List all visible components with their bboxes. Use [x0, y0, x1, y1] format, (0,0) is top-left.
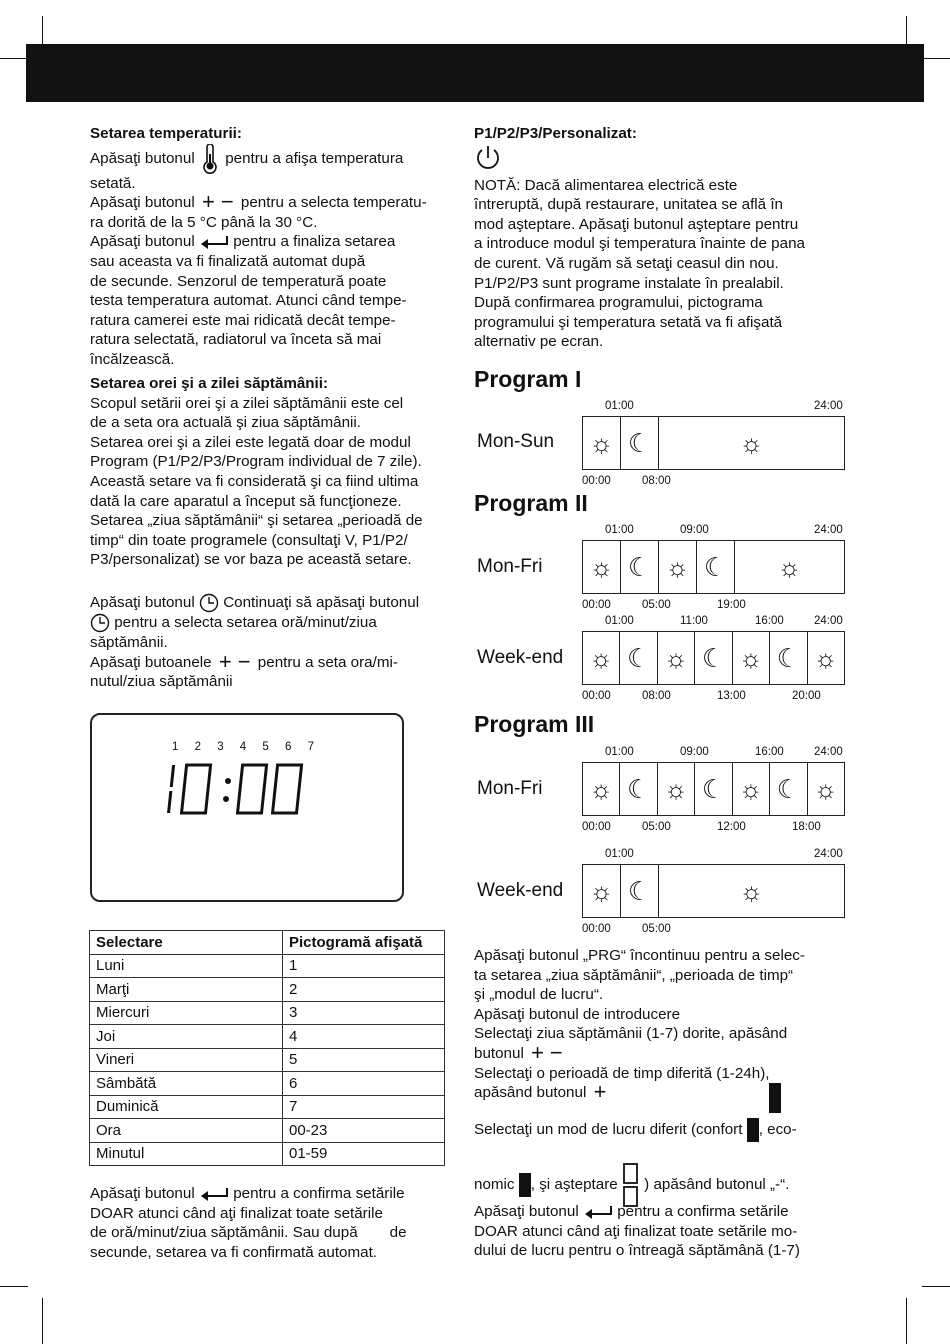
crop-mark: [42, 16, 43, 46]
table-row: [90, 1001, 445, 1025]
text: sau aceasta va fi finalizată automat după: [90, 252, 366, 270]
day-label: Mon-Fri: [477, 556, 543, 577]
time-label: 09:00: [680, 746, 709, 758]
text: , şi aşteptare: [530, 1176, 618, 1194]
time-label: 00:00: [582, 690, 611, 702]
text: mod aşteptare. Apăsaţi butonul aşteptare pentru: [474, 215, 799, 233]
plus-icon: +: [201, 189, 215, 215]
sun-icon: ☼: [813, 774, 838, 804]
moon-icon: ☾: [620, 763, 657, 815]
text: secunde, setarea va fi confirmată automat.: [90, 1243, 378, 1261]
table-cell: 01-59: [283, 1142, 445, 1166]
schedule-grid: [582, 540, 845, 594]
minus-icon: −: [220, 189, 234, 215]
sun-icon: ☼: [739, 876, 764, 906]
mode-line: [474, 1118, 844, 1142]
text: şi „modul de lucru“.: [474, 986, 604, 1004]
clock-icon: [199, 593, 219, 613]
lcd-day: 6: [284, 741, 292, 753]
text: ra dorită de la 5 °C până la 30 °C.: [90, 213, 318, 231]
economic-mode-icon: [519, 1173, 531, 1197]
schedule-grid: [582, 416, 845, 470]
lcd-day: 5: [262, 741, 269, 753]
text: Această setare va fi considerată şi ca fiind ultima: [90, 472, 419, 490]
time-label: 00:00: [582, 599, 611, 611]
enter-arrow-icon: [199, 1187, 229, 1201]
table-row: [90, 1142, 445, 1166]
text: săptămânii.: [90, 634, 168, 651]
table-row: [90, 1095, 445, 1119]
crop-mark: [922, 1286, 950, 1287]
text: de secunde. Senzorul de temperatură poate: [90, 272, 387, 290]
table-row: [90, 1119, 445, 1143]
program-title: Program I: [474, 366, 582, 392]
text: Apăsaţi butonul: [90, 1185, 195, 1202]
table-cell: 3: [283, 1001, 445, 1025]
crop-mark: [0, 1286, 28, 1287]
table-cell: 00-23: [283, 1119, 445, 1143]
text: Apăsaţi butonul „PRG“ încontinuu pentru a selec-: [474, 947, 805, 964]
table-cell: 4: [283, 1025, 445, 1049]
day-label: Week-end: [477, 647, 564, 668]
text: testa temperatura automat. Atunci când tempe-: [90, 292, 407, 310]
moon-icon: ☾: [621, 417, 659, 469]
text: După confirmarea programului, pictograma: [474, 294, 763, 312]
moon-icon: ☾: [770, 632, 807, 684]
time-label: 20:00: [792, 690, 821, 702]
text: P3/personalizat) se vor baza pe această setare.: [90, 551, 412, 569]
time-label: 01:00: [605, 524, 634, 536]
sun-icon: ☼: [583, 865, 621, 917]
schedule-grid: [582, 864, 845, 918]
table-row: [90, 954, 445, 978]
enter-arrow-icon: [199, 235, 229, 249]
time-label: 16:00: [755, 746, 784, 758]
section-title: Setarea orei şi a zilei săptămânii:: [90, 375, 329, 392]
text: nutul/ziua săptămânii: [90, 673, 233, 691]
text: P1/P2/P3 sunt programe instalate în prealabil.: [474, 274, 784, 292]
power-icon: [474, 144, 502, 172]
table-row: [90, 1072, 445, 1096]
text: Apăsaţi butonul: [90, 594, 195, 612]
crop-mark: [922, 58, 950, 59]
table-cell: Joi: [90, 1025, 283, 1049]
crop-mark: [42, 1298, 43, 1344]
day-label: Mon-Sun: [477, 431, 555, 452]
moon-icon: ☾: [770, 763, 807, 815]
sun-icon: ☼: [583, 541, 621, 593]
table-cell: Sâmbătă: [90, 1072, 283, 1096]
final-confirm-section: [474, 1202, 844, 1261]
text: Apăsaţi butoanele: [90, 653, 212, 671]
confirm-section: [90, 1184, 460, 1262]
moon-icon: ☾: [695, 763, 732, 815]
prg-instructions: [474, 946, 844, 1103]
crop-mark: [0, 58, 28, 59]
schedule-grid: [582, 631, 845, 685]
header-bar: [26, 44, 924, 102]
table-row: [90, 1025, 445, 1049]
program-title: Program II: [474, 490, 588, 516]
sun-icon: ☼: [813, 643, 838, 673]
text: Scopul setării orei şi a zilei săptămânii este cel: [90, 394, 404, 412]
thermometer-icon: [199, 144, 221, 174]
text: pentru a finaliza setarea: [233, 233, 396, 251]
table-cell: Ora: [90, 1119, 283, 1143]
text: întreruptă, după restaurare, unitatea se află în: [474, 196, 784, 214]
text: de oră/minut/ziua săptămânii. Sau după: [90, 1224, 358, 1242]
table-cell: 5: [283, 1048, 445, 1072]
standby-mode-icon: [622, 1163, 640, 1207]
table-cell: Marţi: [90, 978, 283, 1002]
plus-icon: +: [218, 648, 232, 674]
text: de a seta ora actuală şi ziua săptămânii.: [90, 414, 362, 432]
time-label: 08:00: [642, 690, 671, 702]
temperature-section: [90, 124, 460, 370]
comfort-mode-icon: [747, 1118, 759, 1142]
time-label: 01:00: [605, 848, 634, 860]
time-label: 11:00: [680, 615, 708, 627]
minus-icon: −: [549, 1039, 563, 1065]
time-label: 19:00: [717, 599, 746, 611]
time-label: 01:00: [605, 746, 634, 758]
text: apăsând butonul: [474, 1084, 587, 1102]
lcd-display: [90, 713, 404, 902]
moon-icon: ☾: [621, 541, 659, 593]
table-cell: 1: [283, 954, 445, 978]
text: dată la care aparatul a început să funcţioneze.: [90, 492, 402, 510]
lcd-day: 3: [217, 741, 224, 753]
table-header-row: [90, 931, 445, 955]
plus-icon: +: [531, 1039, 544, 1065]
sun-icon: ☼: [583, 417, 621, 469]
program-intro-section: [474, 124, 844, 352]
text: ratura camerei este mai ridicată decât tempe-: [90, 311, 396, 329]
sun-icon: ☼: [739, 428, 764, 458]
time-label: 09:00: [680, 524, 709, 536]
schedule-grid: [582, 762, 845, 816]
time-section: [90, 374, 460, 570]
time-label: 24:00: [814, 848, 843, 860]
lcd-day: 2: [194, 741, 201, 753]
text: ratura selectată, radiatorul va înceta să mai: [90, 331, 382, 349]
moon-icon: ☾: [620, 632, 657, 684]
table-cell: Luni: [90, 954, 283, 978]
table-cell: Miercuri: [90, 1001, 283, 1025]
text: Apăsaţi butonul: [90, 149, 195, 167]
text: setată.: [90, 174, 136, 192]
lcd-day: 7: [307, 741, 314, 753]
column-header: Pictogramă afişată: [283, 931, 445, 955]
text: alternativ pe ecran.: [474, 333, 604, 351]
text: Program (P1/P2/P3/Program individual de 7 zile).: [90, 453, 422, 471]
clock-section: [90, 593, 460, 692]
sun-icon: ☼: [777, 552, 802, 582]
sun-icon: ☼: [733, 763, 770, 815]
table-cell: Vineri: [90, 1048, 283, 1072]
section-title: P1/P2/P3/Personalizat:: [474, 125, 637, 142]
text: încălzească.: [90, 350, 175, 368]
time-label: 00:00: [582, 923, 611, 935]
comfort-mode-icon: [769, 1083, 781, 1113]
time-label: 24:00: [814, 524, 843, 536]
time-label: 05:00: [642, 923, 671, 935]
sun-icon: ☼: [583, 632, 620, 684]
time-label: 13:00: [717, 690, 746, 702]
text: NOTĂ: Dacă alimentarea electrică este: [474, 176, 738, 194]
time-label: 01:00: [605, 615, 634, 627]
text: pentru a selecta setarea oră/minut/ziua: [114, 614, 377, 632]
clock-icon: [90, 613, 110, 633]
table-row: [90, 1048, 445, 1072]
text: Continuaţi să apăsaţi butonul: [223, 594, 420, 612]
day-label: Mon-Fri: [477, 778, 543, 799]
time-label: 01:00: [605, 400, 634, 412]
text: pentru a confirma setările: [617, 1203, 789, 1220]
moon-icon: ☾: [695, 632, 732, 684]
text: Selectaţi ziua săptămânii (1-7) dorite, apăsând: [474, 1025, 788, 1043]
time-label: 24:00: [814, 746, 843, 758]
time-label: 05:00: [642, 599, 671, 611]
enter-arrow-icon: [583, 1205, 613, 1219]
lcd-time-digits: [162, 761, 337, 817]
minus-icon: −: [237, 648, 251, 674]
table-row: [90, 978, 445, 1002]
table-cell: 6: [283, 1072, 445, 1096]
text: ta setarea „ziua săptămânii“, „perioada de timp“: [474, 966, 794, 984]
text: Setarea orei şi a zilei este legată doar de modul: [90, 433, 411, 451]
sun-icon: ☼: [583, 763, 620, 815]
text: de curent. Vă rugăm să setaţi ceasul din nou.: [474, 254, 779, 272]
time-label: 24:00: [814, 615, 843, 627]
sun-icon: ☼: [659, 541, 697, 593]
text: , eco-: [758, 1121, 797, 1139]
moon-icon: ☾: [697, 541, 735, 593]
lcd-day: 1: [172, 741, 179, 753]
text: Apăsaţi butonul de introducere: [474, 1005, 681, 1023]
lcd-day: 4: [239, 741, 247, 753]
text: ) apăsând butonul „-“.: [644, 1176, 790, 1194]
table-cell: 2: [283, 978, 445, 1002]
text: pentru a seta ora/mi-: [257, 653, 398, 671]
time-label: 16:00: [755, 615, 784, 627]
crop-mark: [906, 16, 907, 46]
time-label: 24:00: [814, 400, 843, 412]
time-label: 18:00: [792, 821, 821, 833]
text: DOAR atunci când aţi finalizat toate setările mo-: [474, 1222, 798, 1240]
time-label: 12:00: [717, 821, 746, 833]
text: nomic: [474, 1176, 515, 1194]
text: timp“ din toate programele (consultaţi V, P1/P2/: [90, 531, 408, 549]
text: DOAR atunci când aţi finalizat toate setările: [90, 1204, 383, 1222]
table-cell: 7: [283, 1095, 445, 1119]
time-label: 05:00: [642, 821, 671, 833]
plus-icon: +: [593, 1079, 607, 1105]
time-label: 08:00: [642, 475, 671, 487]
section-title: Setarea temperaturii:: [90, 125, 242, 142]
column-header: Selectare: [90, 931, 283, 955]
text: de: [389, 1224, 407, 1242]
table-cell: Minutul: [90, 1142, 283, 1166]
sun-icon: ☼: [733, 632, 770, 684]
table-cell: Duminică: [90, 1095, 283, 1119]
text: butonul: [474, 1044, 524, 1062]
text: pentru a confirma setările: [233, 1185, 405, 1202]
text: pentru a selecta temperatu-: [240, 194, 427, 212]
crop-mark: [906, 1298, 907, 1344]
text: pentru a afişa temperatura: [225, 149, 404, 167]
selection-table: [89, 930, 445, 1166]
text: Selectaţi o perioadă de timp diferită (1-24h),: [474, 1064, 770, 1082]
time-label: 00:00: [582, 475, 611, 487]
text: Selectaţi un mod de lucru diferit (confort: [474, 1121, 743, 1139]
sun-icon: ☼: [658, 632, 695, 684]
text: Apăsaţi butonul: [474, 1203, 579, 1220]
sun-icon: ☼: [658, 763, 695, 815]
lcd-day-indicators: [172, 741, 330, 753]
moon-icon: ☾: [621, 865, 659, 917]
mode-line: [474, 1163, 844, 1207]
day-label: Week-end: [477, 880, 564, 901]
text: dului de lucru pentru o întreagă săptămână (1-7): [474, 1242, 800, 1260]
text: Apăsaţi butonul: [90, 194, 195, 212]
time-label: 00:00: [582, 821, 611, 833]
text: a introduce modul şi temperatura înainte de pana: [474, 235, 805, 253]
program-title: Program III: [474, 711, 595, 737]
text: Apăsaţi butonul: [90, 233, 195, 251]
text: Setarea „ziua săptămânii“ şi setarea „perioadă de: [90, 512, 423, 530]
text: programului şi temperatura setată va fi afişată: [474, 313, 783, 331]
